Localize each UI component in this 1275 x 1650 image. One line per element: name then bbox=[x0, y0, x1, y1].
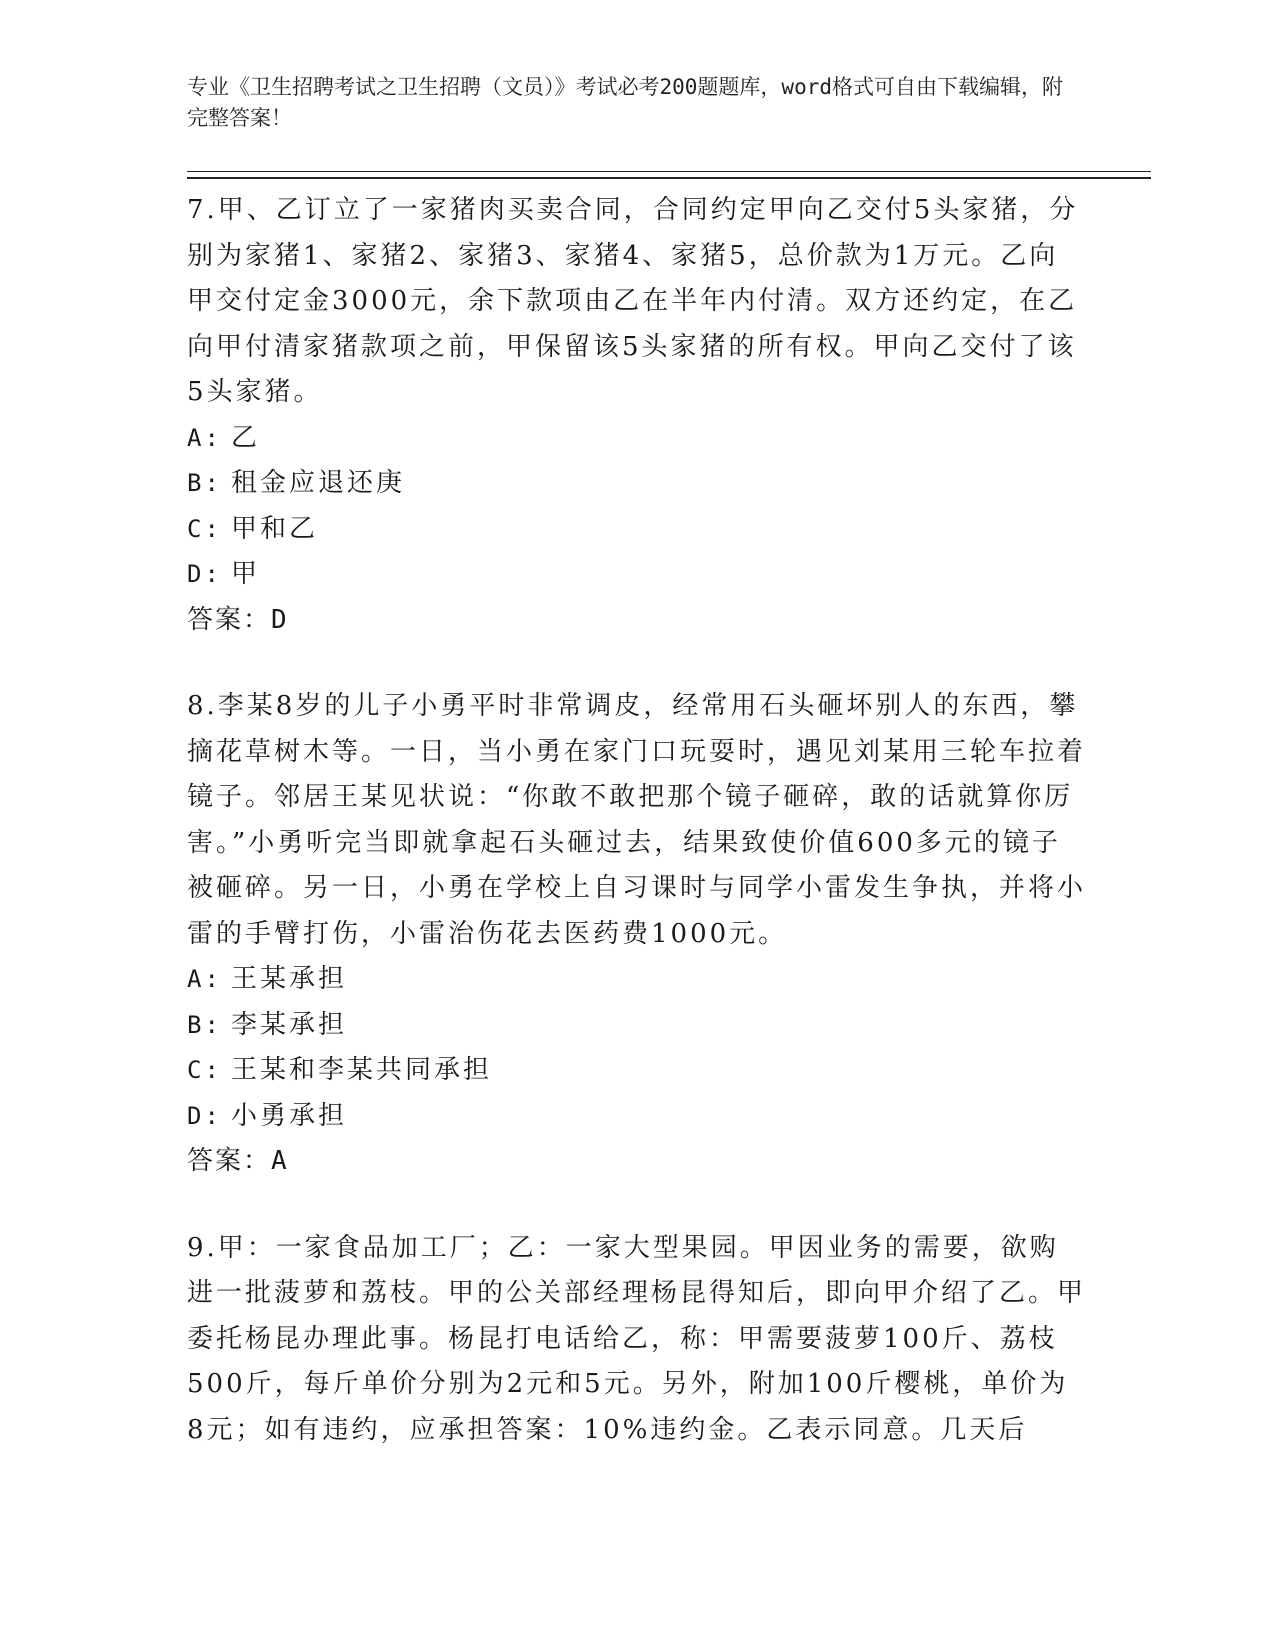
option-key: D: bbox=[187, 560, 222, 588]
option-c bbox=[187, 1048, 1087, 1094]
question-item bbox=[187, 684, 1087, 1185]
question-text: 7.甲、乙订立了一家猪肉买卖合同，合同约定甲向乙交付5头家猪，分别为家猪1、家猪2、家猪3、家猪4、家猪5，总价款为1万元。乙向甲交付定金3000元，余下款项由乙在半年内付清。双方还约定，在乙向甲付清家猪款项之前，甲保留该5头家猪的所有权。甲向乙交付了该5头家猪。 bbox=[187, 195, 1079, 407]
header-title: 专业《卫生招聘考试之卫生招聘（文员）》考试必考200题题库，word格式可自由下载编辑，附完整答案！ bbox=[187, 75, 1063, 130]
option-text: 租金应退还庚 bbox=[231, 468, 406, 498]
option-key: B: bbox=[187, 1010, 222, 1039]
answer-label: 答案： bbox=[187, 604, 272, 635]
question-list bbox=[187, 188, 1087, 1494]
header-divider-thin bbox=[187, 171, 1151, 172]
option-c bbox=[187, 507, 1087, 553]
answer-label: 答案： bbox=[187, 1146, 272, 1176]
option-key: C: bbox=[187, 1056, 222, 1084]
answer-line bbox=[187, 1139, 1087, 1185]
answer-line bbox=[187, 598, 1087, 644]
option-text: 乙 bbox=[231, 422, 261, 453]
option-text: 王某和李某共同承担 bbox=[231, 1055, 493, 1085]
question-text: 9.甲：一家食品加工厂；乙：一家大型果园。甲因业务的需要，欲购进一批菠萝和荔枝。甲的公关部经理杨昆得知后，即向甲介绍了乙。甲委托杨昆办理此事。杨昆打电话给乙，称：甲需要菠萝100斤、荔枝500斤，每斤单价分别为2元和5元。另外，附加100斤樱桃，单价为8元；如有违约，应承担答案：10%违约金。乙表示同意。几天后 bbox=[187, 1232, 1087, 1445]
answer-value: A bbox=[271, 1146, 289, 1176]
option-a bbox=[187, 957, 1087, 1003]
option-text: 甲 bbox=[231, 559, 261, 589]
option-text: 小勇承担 bbox=[231, 1100, 348, 1131]
header-divider-thick bbox=[187, 177, 1151, 179]
document-header bbox=[187, 72, 1067, 134]
option-b bbox=[187, 1003, 1087, 1049]
option-key: A: bbox=[187, 965, 222, 993]
option-key: A: bbox=[187, 423, 222, 452]
answer-value: D bbox=[271, 604, 289, 635]
option-key: C: bbox=[187, 514, 222, 543]
option-text: 王某承担 bbox=[231, 964, 348, 994]
option-text: 李某承担 bbox=[231, 1009, 348, 1040]
option-b bbox=[187, 461, 1087, 507]
question-text: 8.李某8岁的儿子小勇平时非常调皮，经常用石头砸坏别人的东西，攀摘花草树木等。一日，当小勇在家门口玩耍时，遇见刘某用三轮车拉着镜子。邻居王某见状说：“你敢不敢把那个镜子砸碎，敢的话就算你厉害。”小勇听完当即就拿起石头砸过去，结果致使价值600多元的镜子被砸碎。另一日，小勇在学校上自习课时与同学小雷发生争执，并将小雷的手臂打伤，小雷治伤花去医药费1000元。 bbox=[187, 691, 1087, 949]
option-key: D: bbox=[187, 1101, 222, 1130]
question-item bbox=[187, 1226, 1087, 1454]
option-key: B: bbox=[187, 469, 222, 497]
option-text: 甲和乙 bbox=[231, 513, 319, 544]
option-a bbox=[187, 416, 1087, 462]
option-d bbox=[187, 552, 1087, 598]
option-d bbox=[187, 1094, 1087, 1140]
question-item bbox=[187, 188, 1087, 643]
